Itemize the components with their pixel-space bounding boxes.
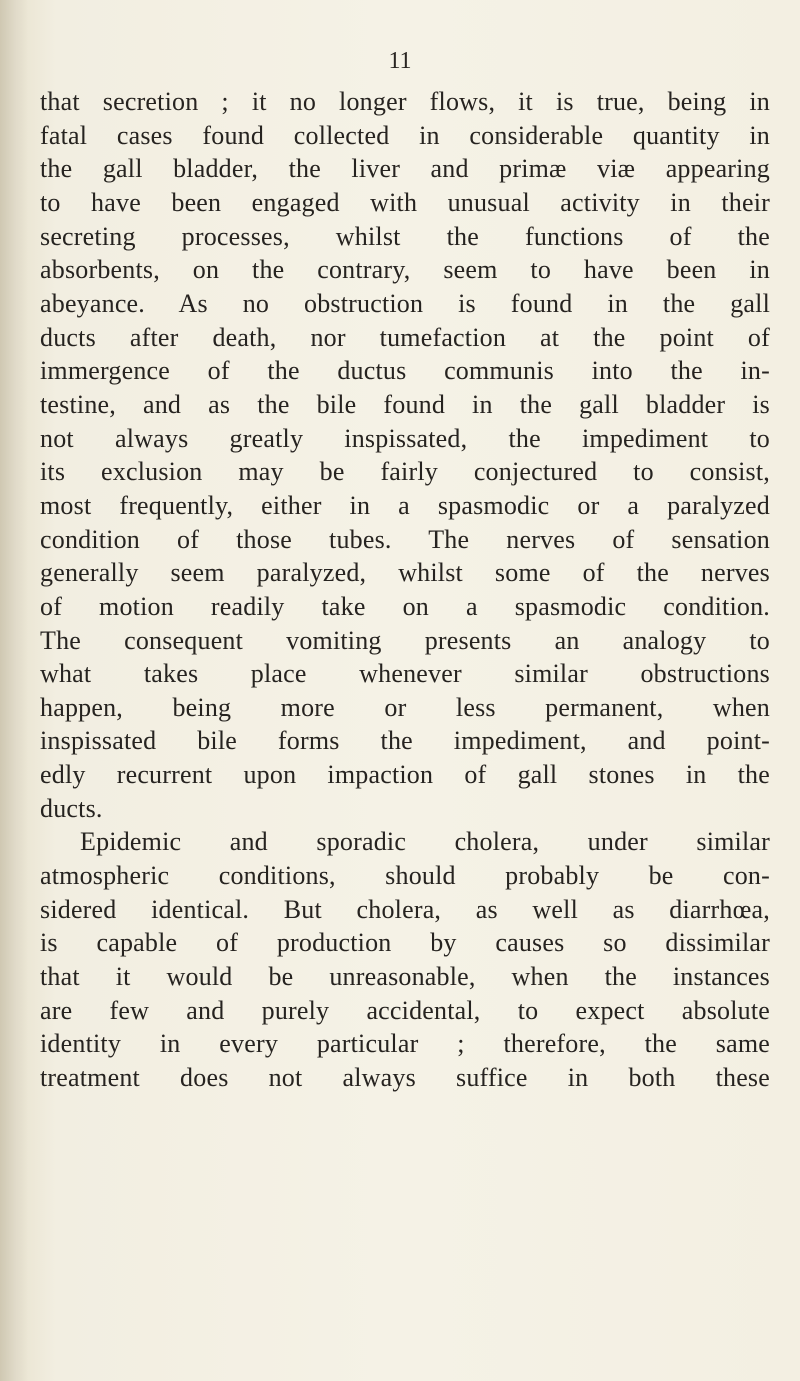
text-line: is capable of production by causes so dissimilar bbox=[40, 928, 770, 958]
text-line: condition of those tubes. The nerves of sensation bbox=[40, 524, 770, 554]
text-line: inspissated bile forms the impediment, and point- bbox=[40, 726, 770, 756]
body-text bbox=[40, 85, 770, 1095]
text-line: fatal cases found collected in considerable quantity in bbox=[40, 120, 770, 150]
text-line: edly recurrent upon impaction of gall stones in the bbox=[40, 760, 770, 790]
text-line: the gall bladder, the liver and primæ viæ appearing bbox=[40, 154, 770, 184]
text-line: to have been engaged with unusual activity in their bbox=[40, 187, 770, 217]
text-line: sidered identical. But cholera, as well as diarrhœa, bbox=[40, 894, 770, 924]
text-line: generally seem paralyzed, whilst some of the nerves bbox=[40, 558, 770, 588]
page-gutter-shadow bbox=[0, 0, 28, 1381]
text-line: Epidemic and sporadic cholera, under similar bbox=[80, 827, 770, 857]
text-line: The consequent vomiting presents an analogy to bbox=[40, 625, 770, 655]
text-line: atmospheric conditions, should probably be con- bbox=[40, 861, 770, 891]
text-line: identity in every particular ; therefore, the same bbox=[40, 1029, 770, 1059]
text-line: that secretion ; it no longer flows, it is true, being in bbox=[40, 87, 770, 116]
text-line: that it would be unreasonable, when the instances bbox=[40, 962, 770, 992]
text-line: most frequently, either in a spasmodic or a paralyzed bbox=[40, 490, 770, 520]
page-number: 11 bbox=[388, 48, 412, 74]
text-line: of motion readily take on a spasmodic condition. bbox=[40, 591, 770, 621]
text-line: not always greatly inspissated, the impediment to bbox=[40, 423, 770, 453]
text-line: treatment does not always suffice in both these bbox=[40, 1063, 770, 1093]
text-line: testine, and as the bile found in the gall bladder is bbox=[40, 389, 770, 419]
text-line: absorbents, on the contrary, seem to have been in bbox=[40, 255, 770, 285]
text-line: secreting processes, whilst the functions of the bbox=[40, 221, 770, 251]
text-line: ducts after death, nor tumefaction at the point of bbox=[40, 322, 770, 352]
text-line: ducts. bbox=[40, 793, 103, 823]
text-line: are few and purely accidental, to expect absolute bbox=[40, 995, 770, 1025]
text-line: its exclusion may be fairly conjectured to consist, bbox=[40, 457, 770, 487]
text-line: what takes place whenever similar obstructions bbox=[40, 659, 770, 689]
text-line: immergence of the ductus communis into the in- bbox=[40, 356, 770, 386]
text-line: abeyance. As no obstruction is found in the gall bbox=[40, 288, 770, 318]
text-line: happen, being more or less permanent, when bbox=[40, 692, 770, 722]
